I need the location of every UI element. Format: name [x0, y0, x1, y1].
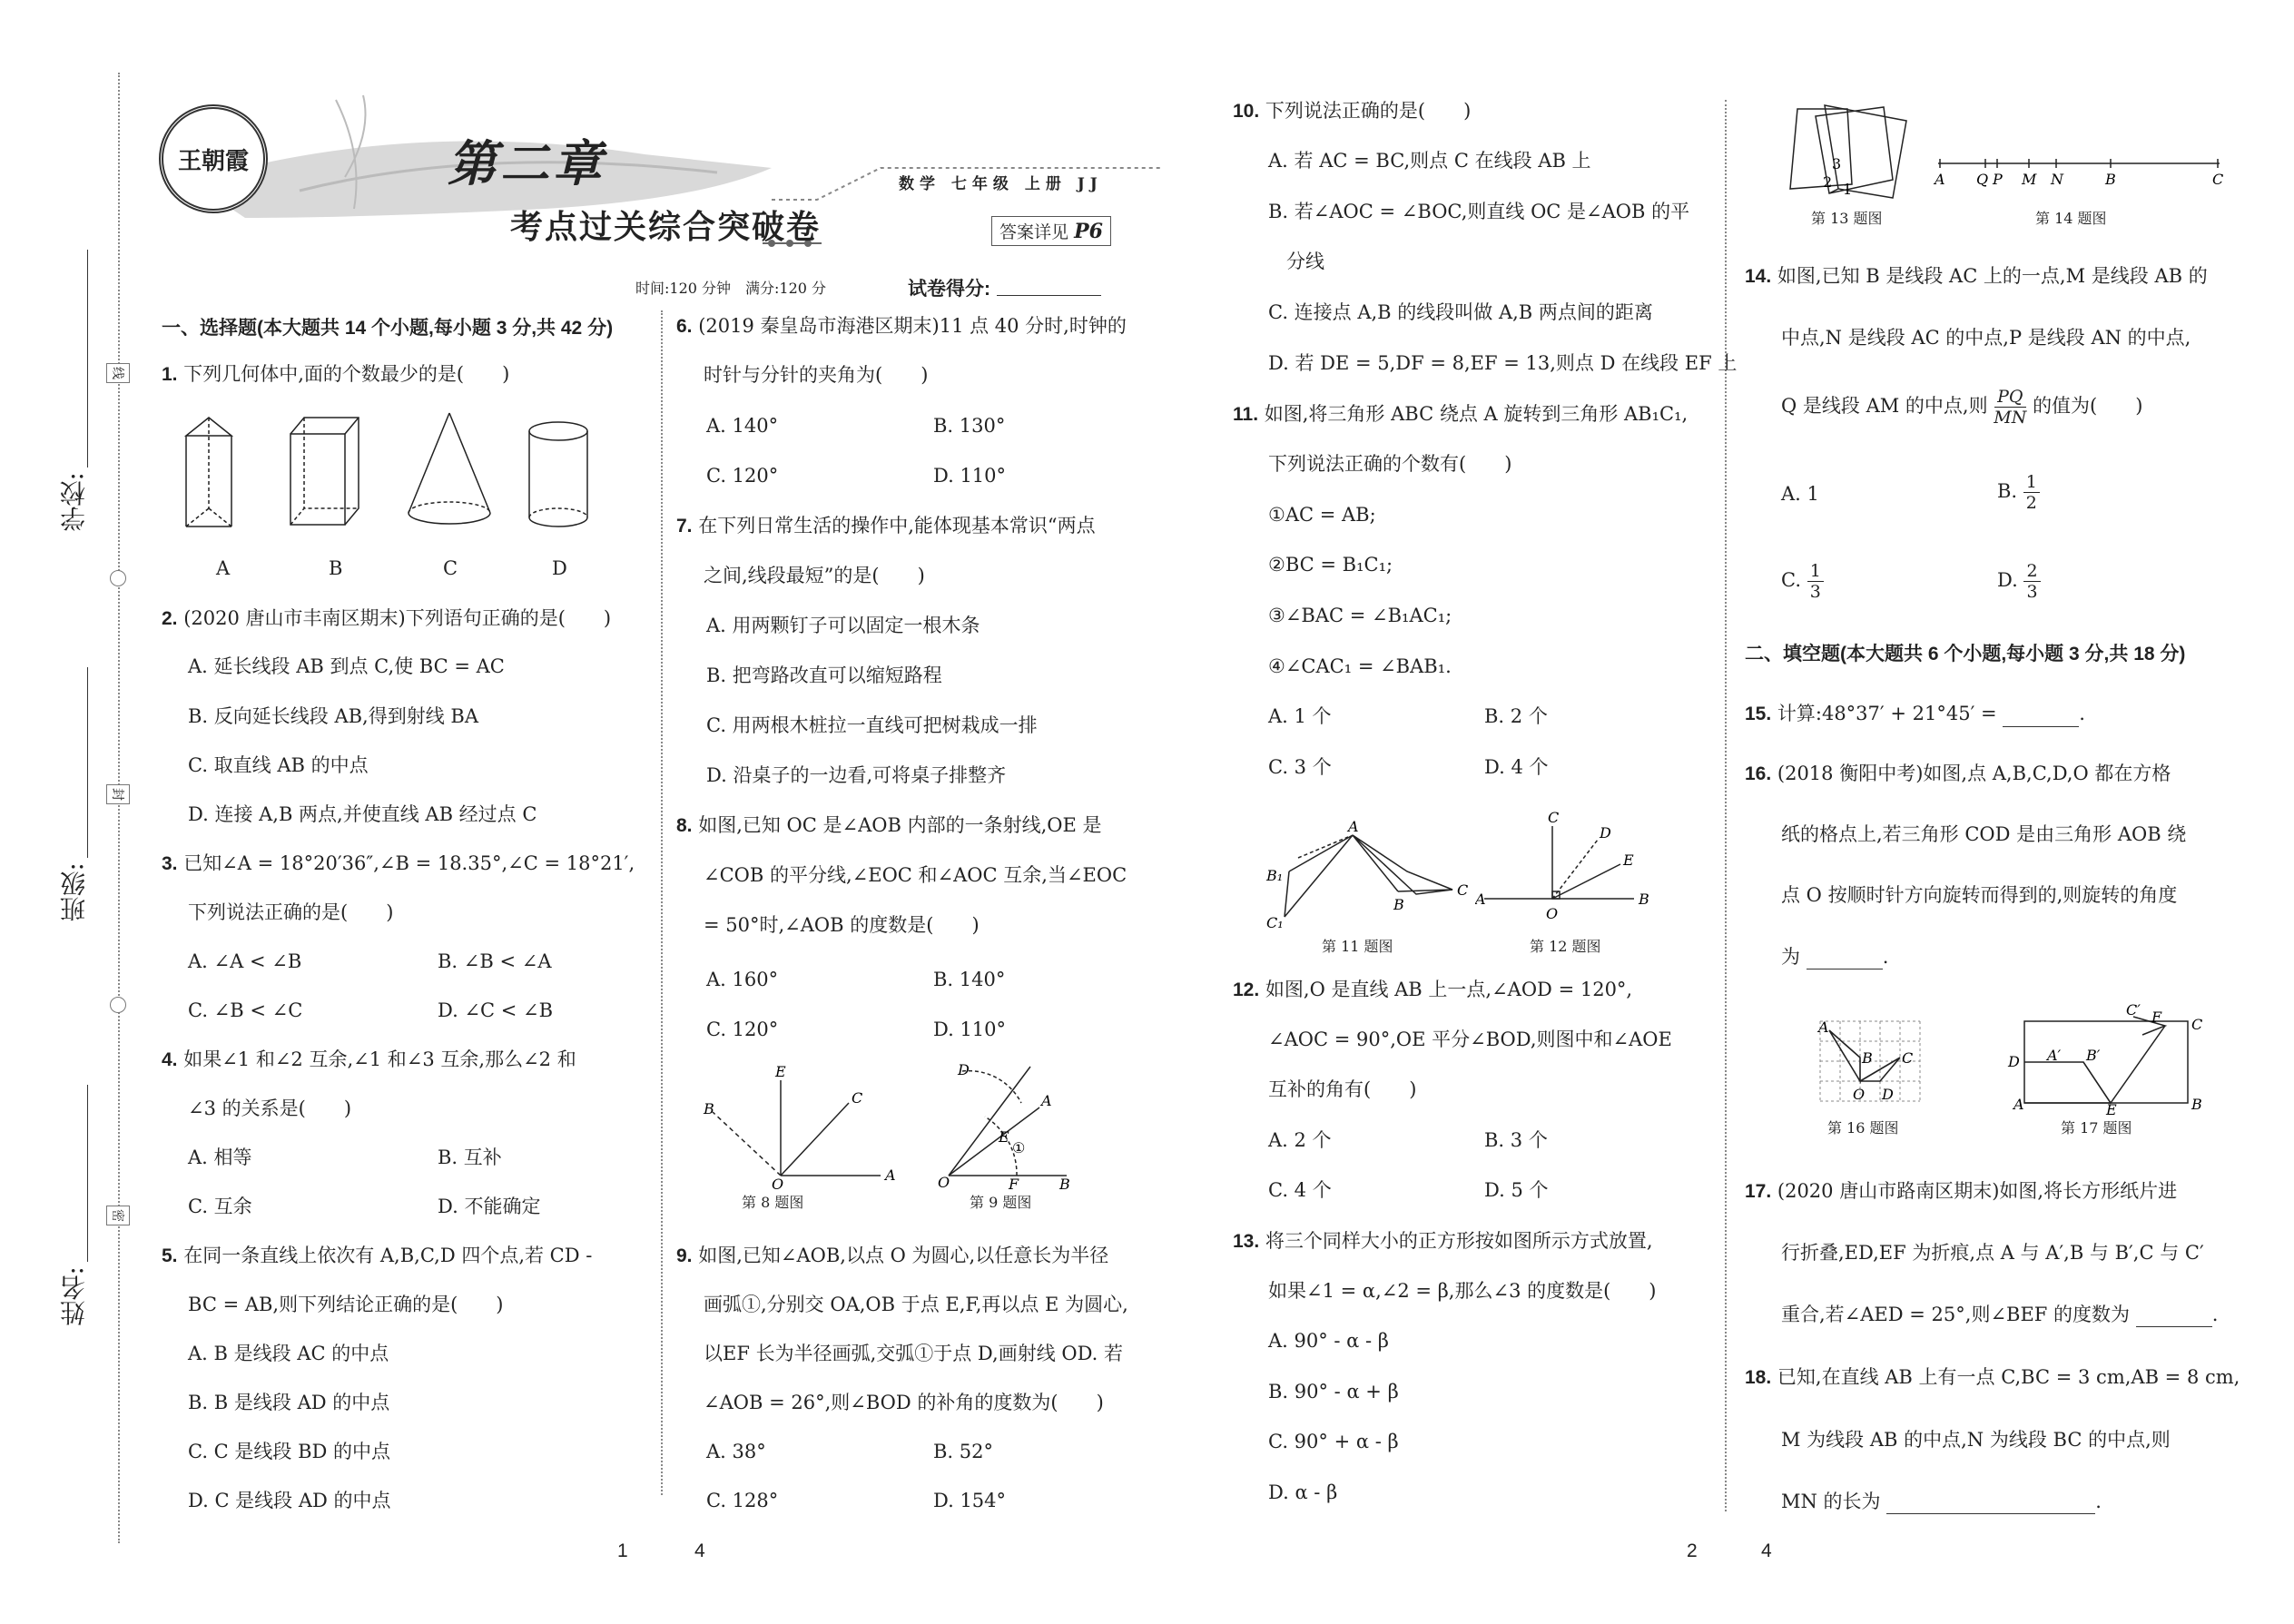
school-field[interactable] [87, 250, 88, 468]
q17-number: 17. [1745, 1181, 1772, 1202]
q12-number: 12. [1233, 979, 1260, 1000]
q14-option-d[interactable] [1997, 561, 2041, 602]
q4-option-b[interactable]: B. 互补 [438, 1147, 502, 1168]
fig17-caption: 第 17 题图 [2061, 1119, 2132, 1137]
q2-option-b[interactable]: B. 反向延长线段 AB,得到射线 BA [188, 705, 479, 727]
q9-option-a[interactable]: A. 38° [706, 1441, 766, 1462]
fig17-label-a-prime: A′ [2047, 1047, 2062, 1064]
question-5 [162, 1243, 592, 1269]
q3-option-c[interactable]: C. ∠B < ∠C [188, 999, 303, 1021]
q15-answer-blank[interactable] [2003, 708, 2079, 727]
q6-number: 6. [676, 316, 693, 337]
fig17-label-c-prime: C′ [2126, 1001, 2141, 1019]
q12-option-a[interactable]: A. 2 个 [1268, 1129, 1332, 1151]
q13-text-2: 如果∠1 = α,∠2 = β,那么∠3 的度数是( ) [1268, 1280, 1657, 1302]
page-number-left: 1 [617, 1540, 628, 1561]
q18-text-1: 已知,在直线 AB 上有一点 C,BC = 3 cm,AB = 8 cm, [1777, 1366, 2240, 1388]
q11-item-4: ④∠CAC₁ = ∠BAB₁. [1268, 655, 1452, 677]
fig17-label-c: C [2191, 1016, 2203, 1033]
q9-text-2: 画弧①,分别交 OA,OB 于点 E,F,再以点 E 为圆心, [704, 1294, 1128, 1315]
q14-option-a[interactable]: A. 1 [1781, 483, 1819, 505]
q18-text-3-label: MN 的长为 [1781, 1491, 1881, 1512]
q13-text-1: 将三个同样大小的正方形按如图所示方式放置, [1265, 1230, 1653, 1252]
q7-text-2: 之间,线段最短”的是( ) [704, 565, 925, 586]
q6-option-c[interactable]: C. 120° [706, 465, 779, 487]
q5-option-b[interactable]: B. B 是线段 AD 的中点 [188, 1392, 390, 1413]
fig16-label-a: A [1818, 1019, 1829, 1036]
q7-number: 7. [676, 516, 693, 536]
q8-text-2: ∠COB 的平分线,∠EOC 和∠AOC 互余,当∠EOC [704, 864, 1127, 886]
fig12-label-o: O [1546, 905, 1559, 922]
q3-option-b[interactable]: B. ∠B < ∠A [438, 950, 552, 972]
fig16-caption: 第 16 题图 [1827, 1119, 1899, 1137]
question-4 [162, 1047, 576, 1073]
fig9-label-d: D [958, 1061, 970, 1078]
q5-text-1: 在同一条直线上依次有 A,B,C,D 四个点,若 CD - [183, 1245, 593, 1266]
q7-option-b[interactable]: B. 把弯路改直可以缩短路程 [706, 664, 942, 686]
q11-item-2: ②BC = B₁C₁; [1268, 554, 1393, 576]
fig11-label-b1: B₁ [1266, 867, 1284, 884]
fig13-label-3: 3 [1832, 155, 1842, 172]
fig11-label-a: A [1348, 818, 1359, 835]
q9-option-b[interactable]: B. 52° [933, 1441, 994, 1462]
q1-label-d: D [552, 557, 567, 579]
q8-option-b[interactable]: B. 140° [933, 969, 1006, 990]
q11-text-2: 下列说法正确的个数有( ) [1268, 453, 1512, 475]
fig16-label-c: C [1902, 1049, 1914, 1067]
fig14-label-c: C [2212, 171, 2224, 188]
q3-text-2: 下列说法正确的是( ) [188, 901, 394, 923]
paper-subtitle: 考点过关综合突破卷 [510, 209, 822, 246]
fig14-label-a: A [1935, 171, 1945, 188]
fig12-label-c: C [1548, 809, 1560, 826]
q16-text-4-label: 为 [1781, 946, 1800, 968]
q11-item-3: ③∠BAC = ∠B₁AC₁; [1268, 605, 1452, 626]
fig14-label-b: B [2105, 171, 2116, 188]
q13-option-c[interactable]: C. 90° + α - β [1268, 1431, 1399, 1452]
fig8-label-a: A [885, 1166, 896, 1184]
q1-text: 下列几何体中,面的个数最少的是( ) [183, 363, 510, 385]
q10-option-b[interactable]: B. 若∠AOC = ∠BOC,则直线 OC 是∠AOB 的平 [1268, 201, 1690, 222]
q16-text-1: (2018 衡阳中考)如图,点 A,B,C,D,O 都在方格 [1777, 763, 2171, 784]
q7-option-a[interactable]: A. 用两颗钉子可以固定一根木条 [706, 615, 980, 636]
q13-option-d[interactable]: D. α - β [1268, 1481, 1338, 1503]
q2-text: (2020 唐山市丰南区期末)下列语句正确的是( ) [183, 607, 612, 629]
question-17 [1745, 1178, 2177, 1205]
fig14-label-q: Q [1976, 171, 1989, 188]
q17-answer-blank[interactable] [2136, 1308, 2212, 1327]
q6-text-2: 时针与分针的夹角为( ) [704, 364, 929, 386]
q14-denominator: MN [1994, 408, 2027, 428]
q14-option-d-label: D. [1997, 569, 2018, 591]
q9-text-4: ∠AOB = 26°,则∠BOD 的补角的度数为( ) [704, 1392, 1104, 1413]
fig12-label-a: A [1475, 891, 1486, 908]
q11-text-1: 如图,将三角形 ABC 绕点 A 旋转到三角形 AB₁C₁, [1264, 403, 1689, 425]
section-fill-title: 二、填空题(本大题共 6 个小题,每小题 3 分,共 18 分) [1745, 644, 2186, 664]
fig11-label-b: B [1393, 896, 1404, 913]
q14-text-1: 如图,已知 B 是线段 AC 上的一点,M 是线段 AB 的 [1777, 265, 2208, 287]
q17-text-3: 重合,若∠AED = 25°,则∠BEF 的度数为 . [1781, 1304, 2219, 1325]
q2-number: 2. [162, 608, 178, 629]
q11-option-a[interactable]: A. 1 个 [1268, 705, 1332, 727]
fig12-label-d: D [1600, 824, 1611, 842]
q12-option-b[interactable]: B. 3 个 [1484, 1129, 1548, 1151]
chapter-title: 第二章 [448, 135, 605, 192]
q2-option-a[interactable]: A. 延长线段 AB 到点 C,使 BC = AC [188, 655, 505, 677]
q4-text-2: ∠3 的关系是( ) [188, 1097, 352, 1119]
fig9-label-arc-1: ① [1012, 1139, 1026, 1156]
question-13 [1233, 1228, 1653, 1255]
fig13-label-1: 1 [1843, 181, 1853, 198]
seal-mark-2: 封 [106, 784, 130, 804]
fig9-label-o: O [938, 1174, 950, 1189]
question-7 [676, 513, 1096, 539]
fig17-label-e: E [2106, 1101, 2117, 1117]
answer-ref-label: 答案详见 [999, 222, 1069, 242]
fig17-label-d: D [2008, 1053, 2020, 1070]
page-total-right: 4 [1761, 1540, 1772, 1561]
fig16-label-d: D [1882, 1086, 1894, 1103]
question-1 [162, 361, 509, 388]
q1-solids-figure [177, 408, 595, 536]
q5-option-d[interactable]: D. C 是线段 AD 的中点 [188, 1490, 391, 1511]
school-label: 学校: [59, 472, 89, 532]
q15-number: 15. [1745, 704, 1772, 724]
q11-item-1: ①AC = AB; [1268, 504, 1376, 526]
page-total-left: 4 [694, 1540, 705, 1561]
fig14-label-p: P [1993, 171, 2003, 188]
score-label: 试卷得分: [908, 279, 990, 300]
figure-11 [1262, 817, 1480, 935]
fig8-caption: 第 8 题图 [742, 1194, 804, 1211]
q6-option-d[interactable]: D. 110° [933, 465, 1007, 487]
q3-number: 3. [162, 853, 178, 874]
q2-option-d[interactable]: D. 连接 A,B 两点,并使直线 AB 经过点 C [188, 803, 537, 825]
question-9 [676, 1243, 1108, 1269]
q4-option-a[interactable]: A. 相等 [188, 1147, 252, 1168]
class-label: 班级: [59, 862, 89, 922]
q12-text-3: 互补的角有( ) [1268, 1078, 1417, 1100]
q14-text-3b: 的值为( ) [2033, 395, 2143, 417]
exam-info: 时间:120 分钟 满分:120 分 [635, 280, 827, 297]
fig9-label-a: A [1041, 1092, 1052, 1109]
q14-fraction [1994, 387, 2026, 428]
q16-number: 16. [1745, 763, 1772, 784]
q9-text-1: 如图,已知∠AOB,以点 O 为圆心,以任意长为半径 [698, 1245, 1109, 1266]
q5-option-c[interactable]: C. C 是线段 BD 的中点 [188, 1441, 391, 1462]
q4-option-c[interactable]: C. 互余 [188, 1196, 252, 1217]
binding-dot-2 [110, 997, 126, 1013]
q6-text-1: (2019 秦皇岛市海港区期末)11 点 40 分时,时钟的 [698, 315, 1127, 337]
q12-text-2: ∠AOC = 90°,OE 平分∠BOD,则图中和∠AOE [1268, 1029, 1672, 1050]
binding-line [118, 73, 120, 1543]
q9-number: 9. [676, 1245, 693, 1266]
q11-option-d[interactable]: D. 4 个 [1484, 756, 1549, 778]
q3-option-a[interactable]: A. ∠A < ∠B [188, 950, 302, 972]
fig12-caption: 第 12 题图 [1530, 938, 1601, 955]
question-14 [1745, 263, 2208, 290]
q17-text-3-label: 重合,若∠AED = 25°,则∠BEF 的度数为 [1781, 1304, 2131, 1325]
answer-ref-page: P6 [1074, 220, 1103, 243]
fig14-caption: 第 14 题图 [2035, 210, 2107, 227]
q14-option-c[interactable] [1781, 561, 1824, 602]
q12-option-c[interactable]: C. 4 个 [1268, 1179, 1332, 1201]
q1-label-a: A [216, 557, 231, 579]
q17-text-2: 行折叠,ED,EF 为折痕,点 A 与 A′,B 与 B′,C 与 C′ [1781, 1242, 2204, 1264]
q2-option-c[interactable]: C. 取直线 AB 的中点 [188, 754, 369, 776]
q14-option-c-label: C. [1781, 569, 1801, 591]
logo-seal [159, 104, 268, 213]
q8-option-c[interactable]: C. 120° [706, 1019, 779, 1040]
binding-dot-1 [110, 570, 126, 586]
q8-number: 8. [676, 815, 693, 836]
section-choice-title: 一、选择题(本大题共 14 个小题,每小题 3 分,共 42 分) [162, 318, 614, 339]
q1-label-b: B [329, 557, 343, 579]
q9-option-c[interactable]: C. 128° [706, 1490, 779, 1511]
q14-option-b[interactable] [1997, 472, 2040, 513]
fig14-label-m: M [2022, 171, 2037, 188]
question-11 [1233, 401, 1688, 428]
q12-option-d[interactable]: D. 5 个 [1484, 1179, 1549, 1201]
q4-text-1: 如果∠1 和∠2 互余,∠1 和∠3 互余,那么∠2 和 [183, 1048, 576, 1070]
fig9-caption: 第 9 题图 [970, 1194, 1032, 1211]
q10-option-d[interactable]: D. 若 DE = 5,DF = 8,EF = 13,则点 D 在线段 EF 上 [1268, 352, 1738, 374]
question-8 [676, 812, 1102, 839]
q15-text: 计算:48°37′ + 21°45′ = [1777, 703, 2004, 724]
q14-text-2: 中点,N 是线段 AC 的中点,P 是线段 AN 的中点, [1781, 327, 2191, 349]
fig8-label-o: O [772, 1176, 784, 1189]
q18-number: 18. [1745, 1367, 1772, 1388]
question-15: 15. 计算:48°37′ + 21°45′ = . [1745, 701, 2085, 727]
q8-text-3: = 50°时,∠AOB 的度数是( ) [704, 914, 980, 936]
figure-16 [1811, 1012, 1929, 1112]
question-6 [676, 313, 1127, 340]
fig16-label-b: B [1862, 1049, 1873, 1067]
fig14-label-n: N [2051, 171, 2063, 188]
page-number-right: 2 [1687, 1540, 1698, 1561]
question-10 [1233, 98, 1471, 124]
q6-option-a[interactable]: A. 140° [706, 415, 779, 437]
fig8-label-e: E [775, 1063, 786, 1080]
q8-option-d[interactable]: D. 110° [933, 1019, 1007, 1040]
q14-number: 14. [1745, 266, 1772, 287]
q10-number: 10. [1233, 101, 1260, 122]
q4-option-d[interactable]: D. 不能确定 [438, 1196, 541, 1217]
fig13-label-2: 2 [1823, 173, 1833, 191]
q3-option-d[interactable]: D. ∠C < ∠B [438, 999, 554, 1021]
fig16-label-o: O [1853, 1086, 1866, 1103]
figure-9 [930, 1053, 1094, 1189]
figure-13 [1779, 98, 1915, 207]
question-2 [162, 605, 611, 632]
q14-numerator: PQ [1994, 387, 2025, 408]
q11-option-c[interactable]: C. 3 个 [1268, 756, 1332, 778]
q7-option-c[interactable]: C. 用两根木桩拉一直线可把树栽成一排 [706, 714, 1038, 736]
q11-number: 11. [1233, 404, 1259, 425]
name-label: 姓名: [59, 1266, 89, 1326]
q16-text-4: 为 . [1781, 946, 1889, 968]
q14-text-3 [1781, 387, 2142, 428]
fig8-label-c: C [852, 1089, 863, 1107]
q14-option-d-value: $\frac{2}{3}$ [2023, 561, 2040, 602]
q7-option-d[interactable]: D. 沿桌子的一边看,可将桌子排整齐 [706, 764, 1007, 786]
fig12-label-e: E [1623, 851, 1634, 869]
logo-text: 王朝霞 [177, 147, 249, 175]
q9-option-d[interactable]: D. 154° [933, 1490, 1007, 1511]
q1-number: 1. [162, 364, 178, 385]
figure-12 [1475, 808, 1657, 935]
question-12 [1233, 977, 1632, 1003]
fig17-label-a: A [2013, 1096, 2024, 1113]
question-18 [1745, 1364, 2240, 1391]
seal-mark-3: 密 [106, 1206, 130, 1225]
q17-text-1: (2020 唐山市路南区期末)如图,将长方形纸片进 [1777, 1180, 2178, 1202]
q9-text-3: 以EF 长为半径画弧,交弧①于点 D,画射线 OD. 若 [704, 1343, 1124, 1364]
fig17-label-b-prime: B′ [2086, 1047, 2101, 1064]
q18-text-3: MN 的长为 . [1781, 1491, 2102, 1512]
fig12-label-b: B [1639, 891, 1649, 908]
q18-text-2: M 为线段 AB 的中点,N 为线段 BC 的中点,则 [1781, 1429, 2171, 1451]
q3-text-1: 已知∠A = 18°20′36″,∠B = 18.35°,∠C = 18°21′, [183, 852, 635, 874]
q10-option-c[interactable]: C. 连接点 A,B 的线段叫做 A,B 两点间的距离 [1268, 301, 1653, 323]
class-field[interactable] [87, 667, 88, 858]
figure-17 [1997, 999, 2215, 1117]
fig13-caption: 第 13 题图 [1811, 210, 1883, 227]
fig11-caption: 第 11 题图 [1322, 938, 1393, 955]
q10-option-b-cont: 分线 [1286, 251, 1324, 272]
fig9-label-b: B [1059, 1176, 1070, 1189]
q5-text-2: BC = AB,则下列结论正确的是( ) [188, 1294, 504, 1315]
course-meta: 数学 七年级 上册 JJ [899, 175, 1103, 193]
q18-answer-blank[interactable] [1886, 1495, 2095, 1514]
q13-number: 13. [1233, 1231, 1260, 1252]
seal-mark-1: 线 [106, 363, 130, 383]
q6-option-b[interactable]: B. 130° [933, 415, 1006, 437]
q14-option-b-label: B. [1997, 480, 2018, 502]
q8-text-1: 如图,已知 OC 是∠AOB 内部的一条射线,OE 是 [698, 814, 1102, 836]
q16-text-3: 点 O 按顺时针方向旋转而得到的,则旋转的角度 [1781, 884, 2178, 906]
q7-text-1: 在下列日常生活的操作中,能体现基本常识“两点 [698, 515, 1096, 536]
q14-option-c-value: $\frac{1}{3}$ [1807, 561, 1824, 602]
q1-label-c: C [443, 557, 458, 579]
column-divider-2 [1725, 100, 1727, 1511]
fig8-label-b: B [704, 1100, 714, 1117]
q16-text-2: 纸的格点上,若三角形 COD 是由三角形 AOB 绕 [1781, 823, 2187, 845]
q8-option-a[interactable]: A. 160° [706, 969, 779, 990]
name-field[interactable] [87, 1085, 88, 1262]
q14-option-b-value: $\frac{1}{2}$ [2023, 472, 2040, 513]
column-divider-1 [661, 310, 663, 1495]
fig17-label-f: F [2151, 1009, 2162, 1026]
figure-8 [699, 1062, 899, 1189]
q12-text-1: 如图,O 是直线 AB 上一点,∠AOD = 120°, [1265, 979, 1633, 1000]
score-field[interactable] [997, 295, 1101, 296]
q10-text: 下列说法正确的是( ) [1265, 100, 1472, 122]
fig11-label-c1: C₁ [1266, 914, 1284, 931]
q13-option-b[interactable]: B. 90° - α + β [1268, 1381, 1399, 1403]
q11-option-b[interactable]: B. 2 个 [1484, 705, 1548, 727]
q16-answer-blank[interactable] [1807, 950, 1883, 969]
figure-14 [1929, 145, 2229, 191]
question-3 [162, 851, 635, 877]
fig9-label-f: F [1009, 1176, 1019, 1189]
q5-number: 5. [162, 1245, 178, 1266]
q14-text-3a: Q 是线段 AM 的中点,则 [1781, 395, 1988, 417]
q4-number: 4. [162, 1049, 178, 1070]
fig11-label-c: C [1457, 881, 1469, 899]
fig9-label-e: E [999, 1128, 1009, 1146]
q10-option-a[interactable]: A. 若 AC = BC,则点 C 在线段 AB 上 [1268, 150, 1591, 172]
answer-reference [991, 216, 1111, 246]
question-16 [1745, 761, 2171, 787]
q5-option-a[interactable]: A. B 是线段 AC 的中点 [188, 1343, 389, 1364]
q13-option-a[interactable]: A. 90° - α - β [1268, 1330, 1389, 1352]
fig17-label-b: B [2191, 1096, 2202, 1113]
